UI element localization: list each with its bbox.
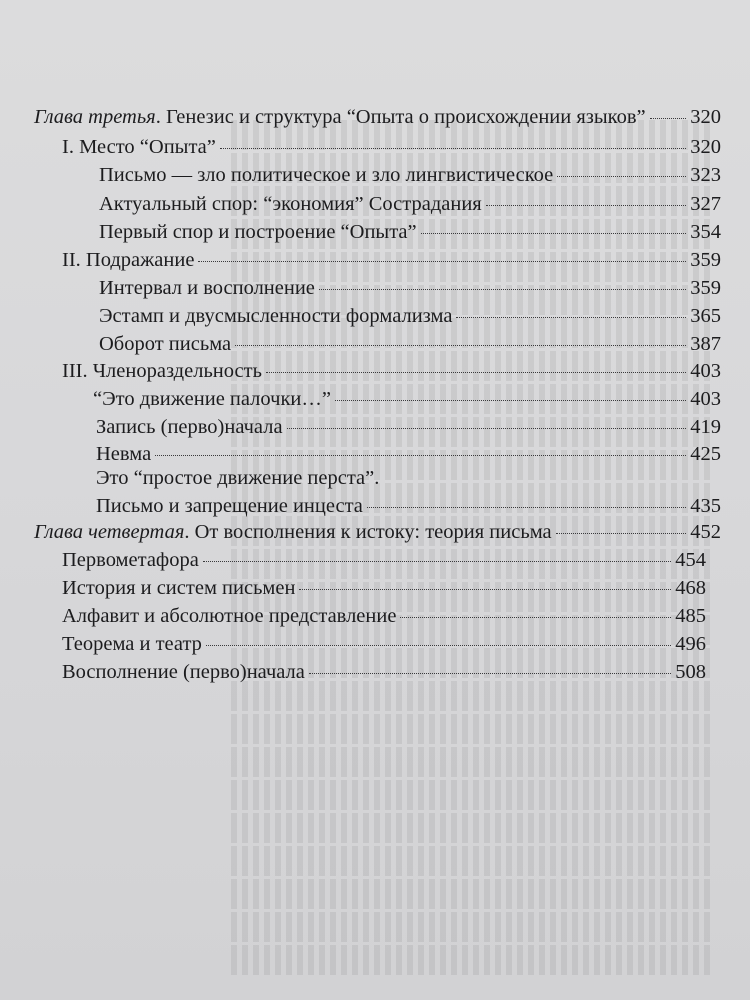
toc-section <box>62 357 721 385</box>
dot-leader <box>198 261 686 262</box>
toc-subsection <box>93 385 721 413</box>
section-title: II. Подражание <box>62 249 195 271</box>
toc-section <box>62 630 706 658</box>
toc-subsection <box>99 161 721 189</box>
page-number: 425 <box>690 443 721 465</box>
page-number: 403 <box>690 360 721 382</box>
dot-leader <box>335 400 686 401</box>
page-number: 327 <box>690 193 721 215</box>
page-number: 452 <box>690 521 721 543</box>
section-title: III. Членораздельность <box>62 360 262 382</box>
subsection-title: Письмо и запрещение инцеста <box>96 495 363 517</box>
toc-subsection <box>99 218 721 246</box>
dot-leader <box>319 289 686 290</box>
chapter-3-title: . Генезис и структура “Опыта о происхождении языков” <box>155 106 646 128</box>
toc-section <box>62 546 706 574</box>
chapter-4-title: . От восполнения к истоку: теория письма <box>184 521 552 543</box>
dot-leader <box>421 233 687 234</box>
dot-leader <box>287 428 687 429</box>
dot-leader <box>299 589 671 590</box>
dot-leader <box>235 345 686 346</box>
toc-subsection <box>96 413 721 441</box>
dot-leader <box>456 317 686 318</box>
page-number: 419 <box>690 416 721 438</box>
section-title: История и систем письмен <box>62 577 296 599</box>
dot-leader <box>486 205 687 206</box>
page-number: 354 <box>690 221 721 243</box>
dot-leader <box>203 561 671 562</box>
toc-subsection <box>99 190 721 218</box>
dot-leader <box>309 673 671 674</box>
page-number: 320 <box>690 106 721 128</box>
toc-section <box>62 658 706 686</box>
subsection-title: Актуальный спор: “экономия” Сострадания <box>99 193 482 215</box>
toc-subsection <box>99 274 721 302</box>
page-number: 435 <box>690 495 721 517</box>
chapter-3-heading: Глава третья <box>34 106 156 128</box>
subsection-title: “Это движение палочки…” <box>93 388 331 410</box>
subsection-title: Невма <box>96 443 152 465</box>
subsection-title: Первый спор и построение “Опыта” <box>99 221 417 243</box>
dot-leader <box>556 533 687 534</box>
page-number: 359 <box>690 277 721 299</box>
toc-section <box>62 574 706 602</box>
dot-leader <box>266 372 686 373</box>
page-number: 403 <box>690 388 721 410</box>
toc-chapter-3 <box>34 103 721 131</box>
section-title: Теорема и театр <box>62 633 202 655</box>
dot-leader <box>155 455 686 456</box>
toc-section <box>62 133 721 161</box>
dot-leader <box>400 617 671 618</box>
toc-subsection <box>96 492 721 520</box>
section-title: Алфавит и абсолютное представление <box>62 605 397 627</box>
dot-leader <box>557 176 686 177</box>
section-title: Восполнение (перво)начала <box>62 661 305 683</box>
page-number: 323 <box>690 164 721 186</box>
dot-leader <box>220 148 686 149</box>
section-title: I. Место “Опыта” <box>62 136 216 158</box>
page-number: 454 <box>675 549 706 571</box>
dot-leader <box>650 118 687 119</box>
subsection-title: Письмо — зло политическое и зло лингвистическое <box>99 164 554 186</box>
page-number: 320 <box>690 136 721 158</box>
toc-subsection <box>99 330 721 358</box>
toc-subsection-line <box>96 464 721 492</box>
page-number: 387 <box>690 333 721 355</box>
chapter-4-heading: Глава четвертая <box>34 521 185 543</box>
subsection-title: Оборот письма <box>99 333 232 355</box>
subsection-title: Это “простое движение перста”. <box>96 467 380 489</box>
page-number: 508 <box>675 661 706 683</box>
toc-section <box>62 246 721 274</box>
page-number: 496 <box>675 633 706 655</box>
subsection-title: Интервал и восполнение <box>99 277 315 299</box>
page-number: 468 <box>675 577 706 599</box>
page-number: 365 <box>690 305 721 327</box>
subsection-title: Запись (перво)начала <box>96 416 283 438</box>
toc-section <box>62 602 706 630</box>
dot-leader <box>206 645 671 646</box>
toc-subsection <box>99 302 721 330</box>
dot-leader <box>367 507 686 508</box>
section-title: Первометафора <box>62 549 199 571</box>
toc-chapter-4 <box>34 518 721 546</box>
page-number: 485 <box>675 605 706 627</box>
page-number: 359 <box>690 249 721 271</box>
subsection-title: Эстамп и двусмысленности формализма <box>99 305 453 327</box>
